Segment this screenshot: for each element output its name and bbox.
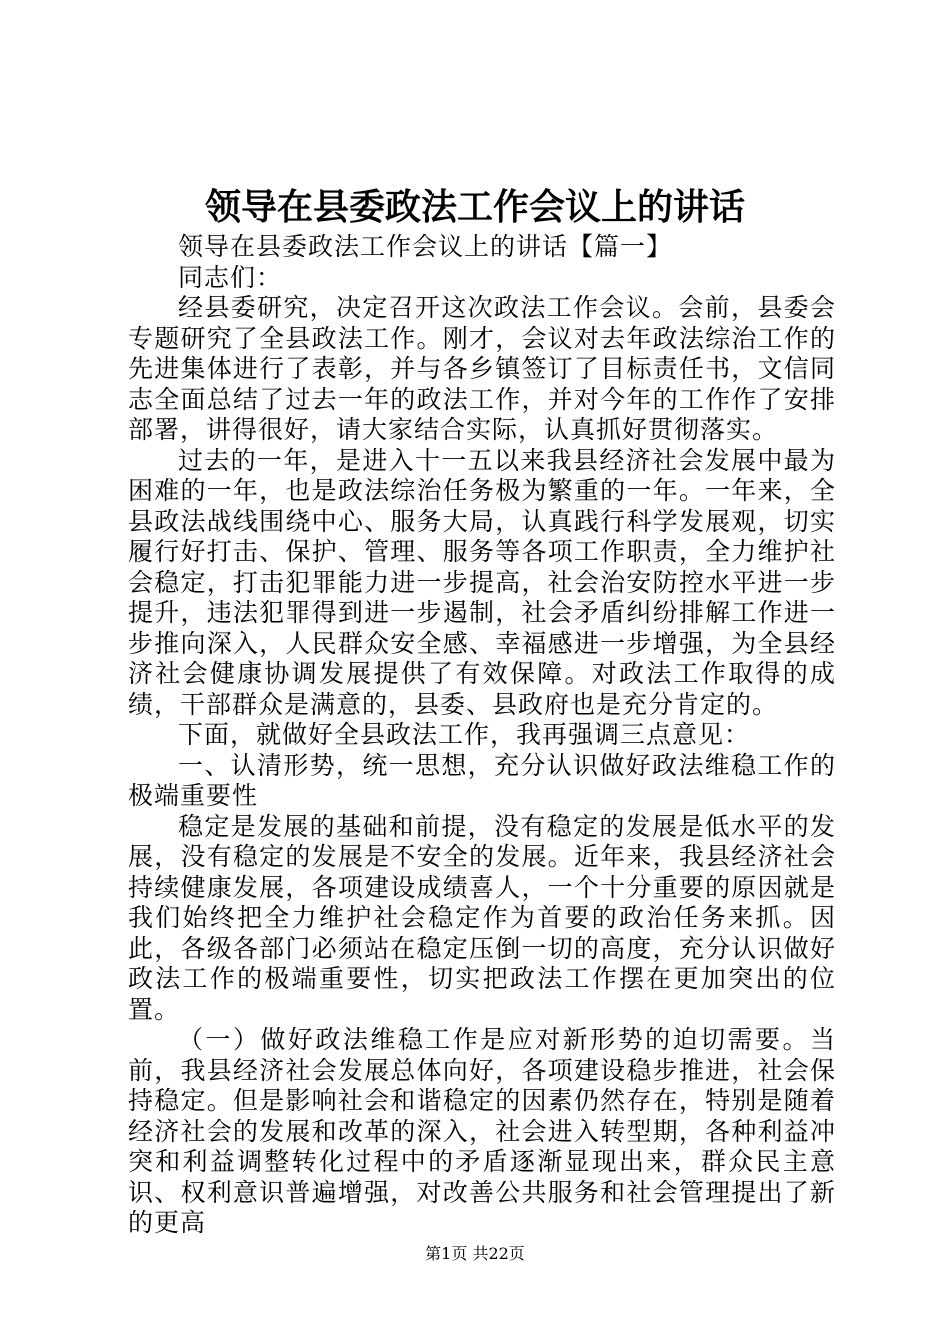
section-heading: 领导在县委政法工作会议上的讲话【篇一】 <box>178 232 673 261</box>
point-heading: 一、认清形势，统一思想，充分认识做好政法维稳工作的极端重要性 <box>128 750 836 810</box>
paragraph: （一）做好政法维稳工作是应对新形势的迫切需要。当前，我县经济社会发展总体向好，各项建设稳步推进，社会保持稳定。但是影响社会和谐稳定的因素仍然存在，特别是随着经济社会的发展和改革的深入，社会进入转型期，各种利益冲突和利益调整转化过程中的矛盾逐渐显现出来，群众民主意识、权利意识普遍增强，对改善公共服务和社会管理提出了新的更高 <box>128 1025 836 1237</box>
paragraph: 稳定是发展的基础和前提，没有稳定的发展是低水平的发展，没有稳定的发展是不安全的发展。近年来，我县经济社会持续健康发展，各项建设成绩喜人，一个十分重要的原因就是我们始终把全力维护社会稳定作为首要的政治任务来抓。因此，各级各部门必须站在稳定压倒一切的高度，充分认识做好政法工作的极端重要性，切实把政法工作摆在更加突出的位置。 <box>128 811 836 1024</box>
paragraph: 过去的一年，是进入十一五以来我县经济社会发展中最为困难的一年，也是政法综治任务极为繁重的一年。一年来，全县政法战线围绕中心、服务大局，认真践行科学发展观，切实履行好打击、保护、管理、服务等各项工作职责，全力维护社会稳定，打击犯罪能力进一步提高，社会治安防控水平进一步提升，违法犯罪得到进一步遏制，社会矛盾纠纷排解工作进一步推向深入，人民群众安全感、幸福感进一步增强，为全县经济社会健康协调发展提供了有效保障。对政法工作取得的成绩，干部群众是满意的，县委、县政府也是充分肯定的。 <box>128 445 836 719</box>
paragraph: 下面，就做好全县政法工作，我再强调三点意见： <box>178 720 751 749</box>
page-number: 第1页 共22页 <box>425 1244 525 1263</box>
document-title: 领导在县委政法工作会议上的讲话 <box>204 187 745 228</box>
document-body <box>128 232 836 1239</box>
salutation: 同志们： <box>178 262 283 292</box>
paragraph: 经县委研究，决定召开这次政法工作会议。会前，县委会专题研究了全县政法工作。刚才，会议对去年政法综治工作的先进集体进行了表彰，并与各乡镇签订了目标责任书，文信同志全面总结了过去一年的政法工作，并对今年的工作作了安排部署，讲得很好，请大家结合实际，认真抓好贯彻落实。 <box>128 293 836 444</box>
